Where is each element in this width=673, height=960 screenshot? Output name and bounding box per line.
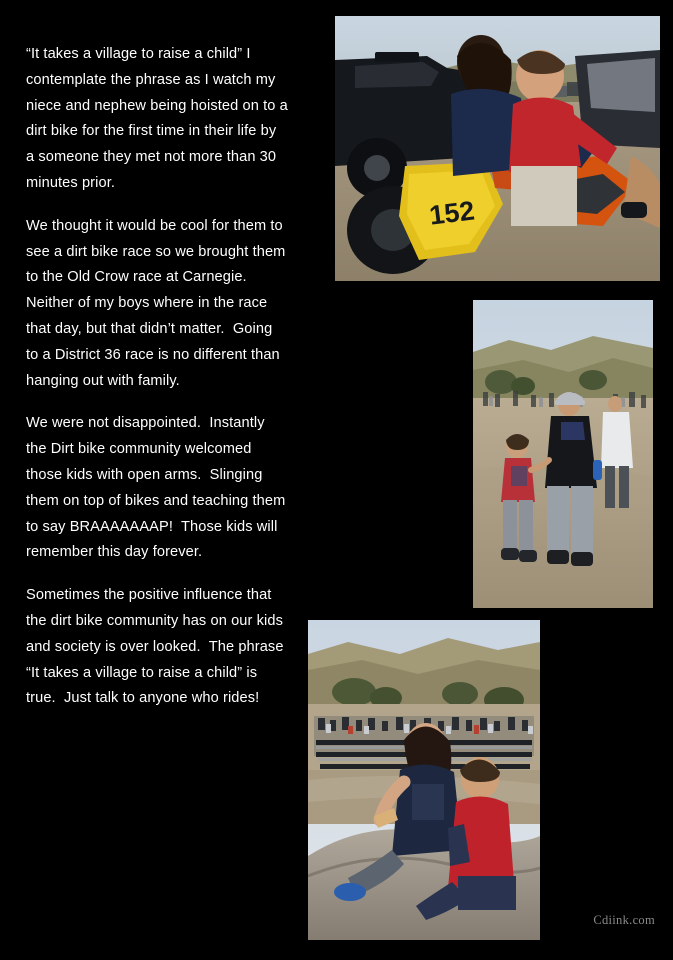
photo-bottom-illustration <box>308 620 540 940</box>
svg-text:152: 152 <box>427 195 477 231</box>
watermark-text: Cdiink.com <box>593 913 655 927</box>
paragraph-1: “It takes a village to raise a child” I contemplate the phrase as I watch my niece and nephew being hoisted on to a dirt bike for the first time in their life by a someone they met not more than 30 minutes prior. <box>26 46 292 191</box>
paragraph-2: We thought it would be cool for them to see a dirt bike race so we brought them to the Old Crow race at Carnegie. Neither of my boys where in the race that day, but that didn’t matter. Going to a District 36 race is no different than hanging out with family. <box>26 217 290 389</box>
photo-top-illustration <box>335 16 660 281</box>
photo-children-on-dirt-bike <box>335 16 660 281</box>
paragraph-4: Sometimes the positive influence that the dirt bike community has on our kids and society is over looked. The phrase “It takes a village to raise a child” is true. Just talk to anyone who rides! <box>26 587 288 707</box>
photo-man-and-boy-walking <box>473 300 653 608</box>
article-text-column <box>26 42 292 729</box>
photo-middle-illustration <box>473 300 653 608</box>
paragraph-3: We were not disappointed. Instantly the Dirt bike community welcomed those kids with open arms. Slinging them on top of bikes and teaching them to say BRAAAAAAAP! Those kids will remember this day forever. <box>26 415 290 561</box>
photo-kids-on-rock-overlooking-pits <box>308 620 540 940</box>
